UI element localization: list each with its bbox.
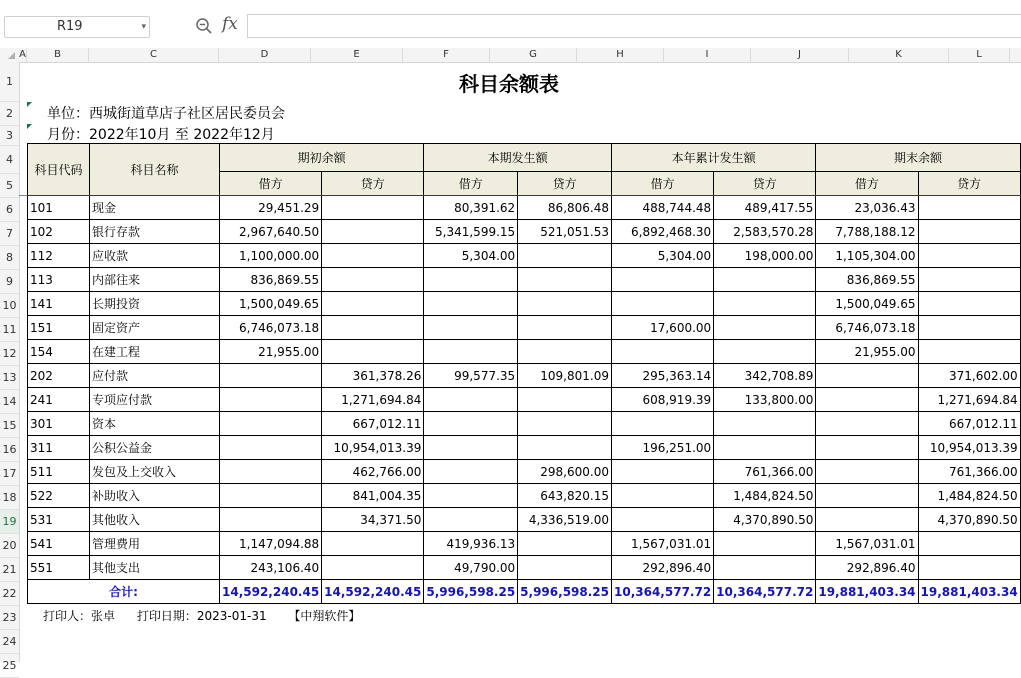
- amount-cell[interactable]: [816, 484, 918, 508]
- row-header-2[interactable]: 2: [0, 102, 19, 126]
- amount-cell[interactable]: [816, 436, 918, 460]
- account-name[interactable]: 发包及上交收入: [90, 460, 220, 484]
- table-row: [28, 268, 1021, 292]
- amount-cell[interactable]: 419,936.13: [424, 532, 518, 556]
- amount-cell[interactable]: 667,012.11: [918, 412, 1020, 436]
- account-code[interactable]: 113: [28, 268, 90, 292]
- account-name[interactable]: 应付款: [90, 364, 220, 388]
- zoom-out-icon[interactable]: [195, 17, 213, 35]
- amount-cell[interactable]: [322, 220, 424, 244]
- name-box-value: R19: [57, 19, 83, 34]
- amount-cell[interactable]: [322, 532, 424, 556]
- amount-cell[interactable]: 295,363.14: [612, 364, 714, 388]
- account-name[interactable]: 补助收入: [90, 484, 220, 508]
- row-header-9[interactable]: 9: [0, 270, 19, 294]
- amount-cell[interactable]: 1,484,824.50: [714, 484, 816, 508]
- amount-cell[interactable]: [518, 436, 612, 460]
- amount-cell[interactable]: 1,567,031.01: [816, 532, 918, 556]
- account-code[interactable]: 511: [28, 460, 90, 484]
- amount-cell[interactable]: [424, 340, 518, 364]
- amount-cell[interactable]: [612, 508, 714, 532]
- amount-cell[interactable]: 99,577.35: [424, 364, 518, 388]
- total-amount[interactable]: 5,996,598.25: [518, 580, 612, 604]
- amount-cell[interactable]: [220, 388, 322, 412]
- amount-cell[interactable]: [518, 556, 612, 580]
- table-row: [28, 412, 1021, 436]
- amount-cell[interactable]: 761,366.00: [918, 460, 1020, 484]
- amount-cell[interactable]: 292,896.40: [612, 556, 714, 580]
- table-row: [28, 244, 1021, 268]
- balance-table: [27, 143, 1021, 604]
- amount-cell[interactable]: [714, 412, 816, 436]
- amount-cell[interactable]: 489,417.55: [714, 196, 816, 220]
- row-header-17[interactable]: 17: [0, 462, 19, 486]
- amount-cell[interactable]: [816, 460, 918, 484]
- amount-cell[interactable]: [918, 340, 1020, 364]
- row-header-16[interactable]: 16: [0, 438, 19, 462]
- header-credit: 贷方: [918, 172, 1020, 196]
- cell-flag-icon: [27, 102, 32, 107]
- table-row: [28, 436, 1021, 460]
- amount-cell[interactable]: [518, 292, 612, 316]
- amount-cell[interactable]: [714, 532, 816, 556]
- amount-cell[interactable]: 4,370,890.50: [918, 508, 1020, 532]
- amount-cell[interactable]: 488,744.48: [612, 196, 714, 220]
- amount-cell[interactable]: 23,036.43: [816, 196, 918, 220]
- amount-cell[interactable]: 34,371.50: [322, 508, 424, 532]
- column-header-a[interactable]: A: [19, 49, 26, 60]
- table-row: [28, 292, 1021, 316]
- row-header-1[interactable]: 1: [0, 62, 19, 102]
- amount-cell[interactable]: 80,391.62: [424, 196, 518, 220]
- amount-cell[interactable]: 109,801.09: [518, 364, 612, 388]
- table-row: [28, 460, 1021, 484]
- account-code[interactable]: 541: [28, 532, 90, 556]
- amount-cell[interactable]: [322, 340, 424, 364]
- amount-cell[interactable]: 608,919.39: [612, 388, 714, 412]
- amount-cell[interactable]: [322, 316, 424, 340]
- amount-cell[interactable]: [918, 292, 1020, 316]
- unit-line: 单位：西城街道草店子社区居民委员会: [47, 106, 285, 122]
- amount-cell[interactable]: 6,892,468.30: [612, 220, 714, 244]
- amount-cell[interactable]: [322, 268, 424, 292]
- amount-cell[interactable]: 292,896.40: [816, 556, 918, 580]
- total-amount[interactable]: 19,881,403.34: [918, 580, 1020, 604]
- amount-cell[interactable]: 361,378.26: [322, 364, 424, 388]
- amount-cell[interactable]: [714, 316, 816, 340]
- amount-cell[interactable]: 5,341,599.15: [424, 220, 518, 244]
- row-header-23[interactable]: 23: [0, 606, 19, 630]
- amount-cell[interactable]: [220, 460, 322, 484]
- amount-cell[interactable]: 49,790.00: [424, 556, 518, 580]
- amount-cell[interactable]: 1,271,694.84: [918, 388, 1020, 412]
- amount-cell[interactable]: [816, 412, 918, 436]
- column-header-h[interactable]: H: [577, 48, 664, 62]
- amount-cell[interactable]: [518, 340, 612, 364]
- amount-cell[interactable]: [918, 244, 1020, 268]
- amount-cell[interactable]: [816, 364, 918, 388]
- column-header-b[interactable]: B: [27, 48, 89, 62]
- column-header-k[interactable]: K: [849, 48, 949, 62]
- account-code[interactable]: 102: [28, 220, 90, 244]
- select-all-icon[interactable]: [8, 52, 15, 59]
- account-code[interactable]: 301: [28, 412, 90, 436]
- amount-cell[interactable]: [714, 268, 816, 292]
- table-row: [28, 316, 1021, 340]
- amount-cell[interactable]: 21,955.00: [220, 340, 322, 364]
- amount-cell[interactable]: [518, 532, 612, 556]
- amount-cell[interactable]: 2,583,570.28: [714, 220, 816, 244]
- header-closing: 期末余额: [816, 144, 1020, 172]
- formula-bar: [0, 0, 1021, 48]
- cell-flag-icon: [27, 124, 32, 129]
- amount-cell[interactable]: [424, 268, 518, 292]
- amount-cell[interactable]: [220, 364, 322, 388]
- row-header-11[interactable]: 11: [0, 318, 19, 342]
- header-credit: 贷方: [322, 172, 424, 196]
- amount-cell[interactable]: [714, 556, 816, 580]
- row-header-bar: [0, 62, 20, 672]
- worksheet[interactable]: [19, 62, 1021, 662]
- table-row: [28, 556, 1021, 580]
- account-name[interactable]: 其他收入: [90, 508, 220, 532]
- total-amount[interactable]: 10,364,577.72: [714, 580, 816, 604]
- freeze-pane-line: [19, 195, 1021, 196]
- table-row: [28, 340, 1021, 364]
- amount-cell[interactable]: 761,366.00: [714, 460, 816, 484]
- account-name[interactable]: 资本: [90, 412, 220, 436]
- amount-cell[interactable]: [424, 316, 518, 340]
- amount-cell[interactable]: 6,746,073.18: [816, 316, 918, 340]
- amount-cell[interactable]: 298,600.00: [518, 460, 612, 484]
- amount-cell[interactable]: [220, 412, 322, 436]
- amount-cell[interactable]: [918, 556, 1020, 580]
- amount-cell[interactable]: 243,106.40: [220, 556, 322, 580]
- printer-label: 打印人：张卓: [43, 609, 116, 623]
- amount-cell[interactable]: 521,051.53: [518, 220, 612, 244]
- amount-cell[interactable]: 7,788,188.12: [816, 220, 918, 244]
- account-name[interactable]: 长期投资: [90, 292, 220, 316]
- row-header-10[interactable]: 10: [0, 294, 19, 318]
- amount-cell[interactable]: [424, 460, 518, 484]
- amount-cell[interactable]: 4,370,890.50: [714, 508, 816, 532]
- amount-cell[interactable]: 1,147,094.88: [220, 532, 322, 556]
- row-header-18[interactable]: 18: [0, 486, 19, 510]
- header-debit: 借方: [816, 172, 918, 196]
- amount-cell[interactable]: 1,484,824.50: [918, 484, 1020, 508]
- amount-cell[interactable]: 1,500,049.65: [816, 292, 918, 316]
- amount-cell[interactable]: [918, 532, 1020, 556]
- amount-cell[interactable]: 643,820.15: [518, 484, 612, 508]
- table-row: [28, 532, 1021, 556]
- amount-cell[interactable]: [322, 556, 424, 580]
- row-header-25[interactable]: 25: [0, 654, 19, 678]
- row-header-24[interactable]: 24: [0, 630, 19, 654]
- amount-cell[interactable]: [714, 340, 816, 364]
- amount-cell[interactable]: [612, 460, 714, 484]
- table-row: [28, 484, 1021, 508]
- column-header-g[interactable]: G: [490, 48, 577, 62]
- total-amount[interactable]: 14,592,240.45: [322, 580, 424, 604]
- header-code: 科目代码: [28, 144, 90, 196]
- amount-cell[interactable]: [612, 340, 714, 364]
- row-header-21[interactable]: 21: [0, 558, 19, 582]
- amount-cell[interactable]: 198,000.00: [714, 244, 816, 268]
- chevron-down-icon[interactable]: ▾: [141, 22, 146, 32]
- amount-cell[interactable]: 6,746,073.18: [220, 316, 322, 340]
- total-amount[interactable]: 5,996,598.25: [424, 580, 518, 604]
- amount-cell[interactable]: 196,251.00: [612, 436, 714, 460]
- amount-cell[interactable]: 1,500,049.65: [220, 292, 322, 316]
- row-header-3[interactable]: 3: [0, 126, 19, 146]
- amount-cell[interactable]: [424, 508, 518, 532]
- row-header-15[interactable]: 15: [0, 414, 19, 438]
- amount-cell[interactable]: [612, 292, 714, 316]
- amount-cell[interactable]: [612, 268, 714, 292]
- table-row: [28, 388, 1021, 412]
- column-header-j[interactable]: J: [751, 48, 849, 62]
- total-label: 合计:: [28, 580, 220, 604]
- amount-cell[interactable]: [816, 388, 918, 412]
- amount-cell[interactable]: [518, 388, 612, 412]
- account-name[interactable]: 应收款: [90, 244, 220, 268]
- column-header-f[interactable]: F: [403, 48, 490, 62]
- amount-cell[interactable]: 4,336,519.00: [518, 508, 612, 532]
- footer: [43, 607, 378, 624]
- formula-input[interactable]: [247, 14, 1021, 38]
- account-name[interactable]: 专项应付款: [90, 388, 220, 412]
- amount-cell[interactable]: [518, 244, 612, 268]
- row-header-22[interactable]: 22: [0, 582, 19, 606]
- amount-cell[interactable]: 836,869.55: [220, 268, 322, 292]
- account-code[interactable]: 202: [28, 364, 90, 388]
- amount-cell[interactable]: [322, 292, 424, 316]
- header-debit: 借方: [424, 172, 518, 196]
- row-header-13[interactable]: 13: [0, 366, 19, 390]
- amount-cell[interactable]: [518, 268, 612, 292]
- amount-cell[interactable]: [424, 412, 518, 436]
- amount-cell[interactable]: [918, 220, 1020, 244]
- amount-cell[interactable]: 29,451.29: [220, 196, 322, 220]
- column-header-i[interactable]: I: [664, 48, 751, 62]
- amount-cell[interactable]: [424, 436, 518, 460]
- column-header-d[interactable]: D: [219, 48, 311, 62]
- fx-icon[interactable]: fx: [222, 14, 238, 34]
- account-code[interactable]: 522: [28, 484, 90, 508]
- header-opening: 期初余额: [220, 144, 424, 172]
- amount-cell[interactable]: [322, 196, 424, 220]
- row-header-14[interactable]: 14: [0, 390, 19, 414]
- account-name[interactable]: 管理费用: [90, 532, 220, 556]
- amount-cell[interactable]: 462,766.00: [322, 460, 424, 484]
- header-period: 本期发生额: [424, 144, 612, 172]
- amount-cell[interactable]: 5,304.00: [424, 244, 518, 268]
- report-title: 科目余额表: [459, 72, 559, 96]
- header-ytd: 本年累计发生额: [612, 144, 816, 172]
- amount-cell[interactable]: 841,004.35: [322, 484, 424, 508]
- account-name[interactable]: 内部往来: [90, 268, 220, 292]
- account-code[interactable]: 101: [28, 196, 90, 220]
- account-name[interactable]: 公积公益金: [90, 436, 220, 460]
- account-code[interactable]: 141: [28, 292, 90, 316]
- amount-cell[interactable]: [918, 268, 1020, 292]
- header-debit: 借方: [612, 172, 714, 196]
- total-amount[interactable]: 19,881,403.34: [816, 580, 918, 604]
- column-header-c[interactable]: C: [89, 48, 219, 62]
- amount-cell[interactable]: [424, 292, 518, 316]
- amount-cell[interactable]: 1,567,031.01: [612, 532, 714, 556]
- table-row: [28, 196, 1021, 220]
- amount-cell[interactable]: [322, 244, 424, 268]
- row-header-20[interactable]: 20: [0, 534, 19, 558]
- header-credit: 贷方: [714, 172, 816, 196]
- header-debit: 借方: [220, 172, 322, 196]
- amount-cell[interactable]: [612, 484, 714, 508]
- header-name: 科目名称: [90, 144, 220, 196]
- column-header-e[interactable]: E: [311, 48, 403, 62]
- amount-cell[interactable]: [714, 436, 816, 460]
- amount-cell[interactable]: 5,304.00: [612, 244, 714, 268]
- print-date-label: 打印日期：2023-01-31: [136, 609, 267, 623]
- amount-cell[interactable]: [518, 412, 612, 436]
- row-header-7[interactable]: 7: [0, 222, 19, 246]
- row-header-6[interactable]: 6: [0, 198, 19, 222]
- amount-cell[interactable]: [816, 508, 918, 532]
- amount-cell[interactable]: 17,600.00: [612, 316, 714, 340]
- amount-cell[interactable]: [518, 316, 612, 340]
- amount-cell[interactable]: 1,105,304.00: [816, 244, 918, 268]
- table-row: [28, 364, 1021, 388]
- amount-cell[interactable]: [220, 508, 322, 532]
- amount-cell[interactable]: 133,800.00: [714, 388, 816, 412]
- amount-cell[interactable]: [424, 484, 518, 508]
- amount-cell[interactable]: 1,271,694.84: [322, 388, 424, 412]
- amount-cell[interactable]: [918, 196, 1020, 220]
- amount-cell[interactable]: [612, 412, 714, 436]
- account-name[interactable]: 其他支出: [90, 556, 220, 580]
- totals-row: [28, 580, 1021, 604]
- total-amount[interactable]: 14,592,240.45: [220, 580, 322, 604]
- account-name[interactable]: 现金: [90, 196, 220, 220]
- row-header-12[interactable]: 12: [0, 342, 19, 366]
- header-credit: 贷方: [518, 172, 612, 196]
- account-code[interactable]: 112: [28, 244, 90, 268]
- row-header-8[interactable]: 8: [0, 246, 19, 270]
- account-name[interactable]: 银行存款: [90, 220, 220, 244]
- amount-cell[interactable]: 1,100,000.00: [220, 244, 322, 268]
- column-header-l[interactable]: L: [949, 48, 1010, 62]
- account-code[interactable]: 241: [28, 388, 90, 412]
- amount-cell[interactable]: [918, 316, 1020, 340]
- table-row: [28, 508, 1021, 532]
- amount-cell[interactable]: 86,806.48: [518, 196, 612, 220]
- amount-cell[interactable]: [424, 388, 518, 412]
- amount-cell[interactable]: [220, 436, 322, 460]
- account-name[interactable]: 固定资产: [90, 316, 220, 340]
- amount-cell[interactable]: 371,602.00: [918, 364, 1020, 388]
- amount-cell[interactable]: [714, 292, 816, 316]
- amount-cell[interactable]: 10,954,013.39: [322, 436, 424, 460]
- amount-cell[interactable]: 2,967,640.50: [220, 220, 322, 244]
- account-code[interactable]: 151: [28, 316, 90, 340]
- software-label: 【中翔软件】: [288, 609, 361, 623]
- amount-cell[interactable]: 342,708.89: [714, 364, 816, 388]
- account-code[interactable]: 154: [28, 340, 90, 364]
- total-amount[interactable]: 10,364,577.72: [612, 580, 714, 604]
- period-line: 月份：2022年10月 至 2022年12月: [47, 127, 275, 143]
- amount-cell[interactable]: 21,955.00: [816, 340, 918, 364]
- row-header-19[interactable]: 19: [0, 510, 19, 534]
- account-code[interactable]: 531: [28, 508, 90, 532]
- amount-cell[interactable]: [220, 484, 322, 508]
- amount-cell[interactable]: 10,954,013.39: [918, 436, 1020, 460]
- name-box[interactable]: [4, 16, 150, 38]
- account-name[interactable]: 在建工程: [90, 340, 220, 364]
- account-code[interactable]: 551: [28, 556, 90, 580]
- account-code[interactable]: 311: [28, 436, 90, 460]
- amount-cell[interactable]: 667,012.11: [322, 412, 424, 436]
- column-header-bar: [0, 48, 1021, 63]
- row-header-4[interactable]: 4: [0, 146, 19, 174]
- table-row: [28, 220, 1021, 244]
- row-header-5[interactable]: 5: [0, 174, 19, 198]
- amount-cell[interactable]: 836,869.55: [816, 268, 918, 292]
